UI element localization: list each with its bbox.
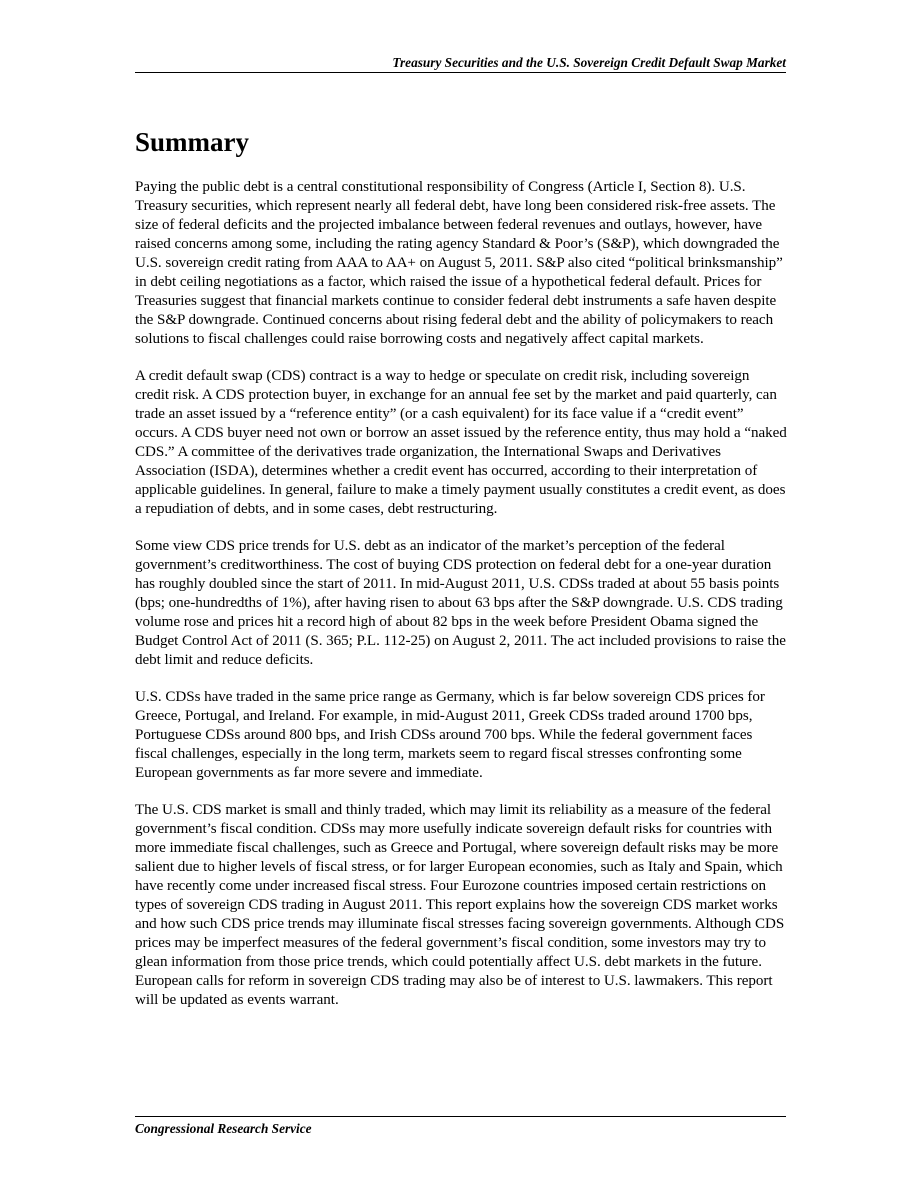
paragraph-european-comparison: U.S. CDSs have traded in the same price range as Germany, which is far below sovereign CDS prices for Greece, Portugal, and Ireland. For example, in mid-August 2011, Greek CDSs traded around 1700 bps, Portuguese CDSs around 800 bps, and Irish CDSs around 700 bps. While the federal government faces fiscal challenges, especially in the long term, markets seem to regard fiscal stresses confronting some European governments as far more severe and immediate. [135, 689, 765, 781]
paragraph-us-cds-trends: Some view CDS price trends for U.S. debt as an indicator of the market’s perception of the federal government’s creditworthiness. The cost of buying CDS protection on federal debt for a one-year duration has roughly doubled since the start of 2011. In mid-August 2011, U.S. CDSs traded at about 55 basis points (bps; one-hundredths of 1%), after having risen to about 63 bps after the S&P downgrade. U.S. CDS trading volume rose and prices hit a record high of about 82 bps in the week before President Obama signed the Budget Control Act of 2011 (S. 365; P.L. 112-25) on August 2, 2011. The act included provisions to raise the debt limit and reduce deficits. [135, 538, 786, 668]
summary-body [135, 178, 787, 1028]
page-title: Summary [135, 127, 249, 157]
running-header: Treasury Securities and the U.S. Sovereign Credit Default Swap Market [392, 55, 786, 70]
paragraph-market-reliability: The U.S. CDS market is small and thinly traded, which may limit its reliability as a measure of the federal government’s fiscal condition. CDSs may more usefully indicate sovereign default risks for countries with more immediate fiscal challenges, such as Greece and Portugal, where sovereign default risks may be more salient due to higher levels of fiscal stress, or for larger European economies, such as Italy and Spain, which have recently come under increased fiscal stress. Four Eurozone countries imposed certain restrictions on types of sovereign CDS trading in August 2011. This report explains how the sovereign CDS market works and how such CDS price trends may illuminate fiscal stresses facing sovereign governments. Although CDS prices may be imperfect measures of the federal government’s fiscal condition, some investors may try to glean information from those price trends, which could potentially affect U.S. debt markets in the future. European calls for reform in sovereign CDS trading may also be of interest to U.S. lawmakers. This report will be updated as events warrant. [135, 802, 785, 1008]
paragraph-public-debt: Paying the public debt is a central constitutional responsibility of Congress (Article I, Section 8). U.S. Treasury securities, which represent nearly all federal debt, have long been considered risk-free assets. The size of federal deficits and the projected imbalance between federal revenues and outlays, however, have raised concerns among some, including the rating agency Standard & Poor’s (S&P), which downgraded the U.S. sovereign credit rating from AAA to AA+ on August 5, 2011. S&P also cited “political brinksmanship” in debt ceiling negotiations as a factor, which raised the issue of a hypothetical federal default. Prices for Treasuries suggest that financial markets continue to consider federal debt instruments a safe haven despite the S&P downgrade. Continued concerns about rising federal debt and the ability of policymakers to reach solutions to fiscal challenges could raise borrowing costs and negatively affect capital markets. [135, 179, 783, 347]
header-rule [135, 72, 786, 73]
paragraph-cds-definition: A credit default swap (CDS) contract is a way to hedge or speculate on credit risk, including sovereign credit risk. A CDS protection buyer, in exchange for an annual fee set by the market and paid quarterly, can trade an asset issued by a “reference entity” (or a cash equivalent) for its face value if a “credit event” occurs. A CDS buyer need not own or borrow an asset issued by the reference entity, thus may hold a “naked CDS.” A committee of the derivatives trade organization, the International Swaps and Derivatives Association (ISDA), determines whether a credit event has occurred, according to their interpretation of applicable guidelines. In general, failure to make a timely payment usually constitutes a credit event, as does a repudiation of debts, and in some cases, debt restructuring. [135, 368, 787, 517]
footer-rule [135, 1116, 786, 1117]
running-footer: Congressional Research Service [135, 1121, 312, 1136]
